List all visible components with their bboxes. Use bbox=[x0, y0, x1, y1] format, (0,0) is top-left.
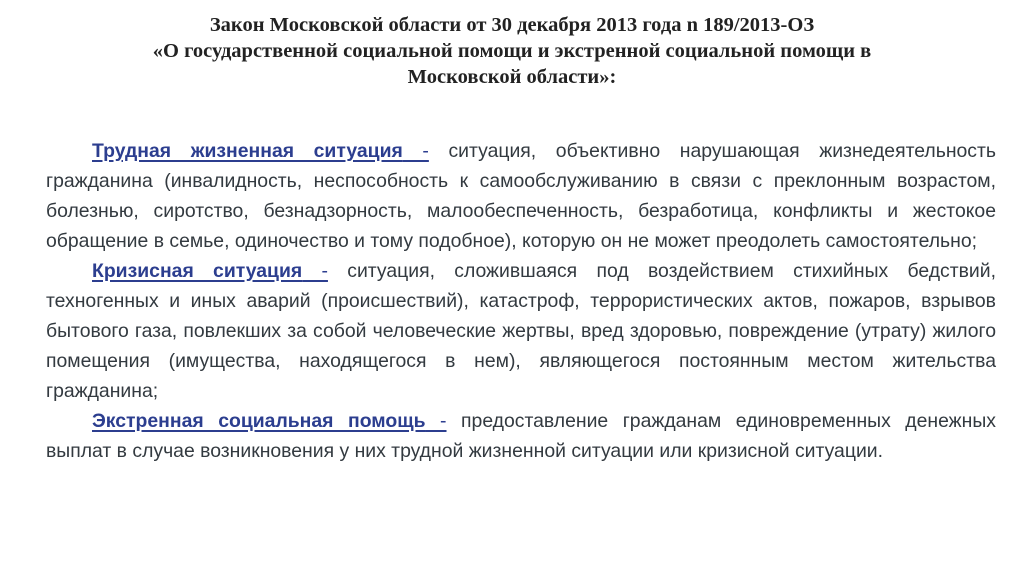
definition-separator: - bbox=[425, 410, 447, 432]
title-line-2: «О государственной социальной помощи и экстренной социальной помощи в bbox=[152, 40, 872, 62]
title-line-1: Закон Московской области от 30 декабря 2013 года n 189/2013-ОЗ bbox=[209, 14, 815, 36]
definition-term: Кризисная ситуация bbox=[92, 260, 303, 282]
definition-text: ситуация, сложившаяся под воздействием стихийных бедствий, техногенных и иных аварий (происшествий), катастроф, террористических актов, пожаров, взрывов бытового газа, повлекших за собой человеческие жертвы, вред здоровью, повреждение (утрату) жилого помещения (имущества, находящегося в нем), являющегося постоянным местом жительства гражданина; bbox=[46, 260, 996, 402]
definition-separator: - bbox=[302, 260, 328, 282]
definition-difficult-life-situation bbox=[46, 136, 996, 256]
definitions-body bbox=[46, 136, 996, 466]
definition-term: Экстренная социальная помощь bbox=[92, 410, 426, 432]
definition-term: Трудная жизненная ситуация bbox=[92, 140, 403, 162]
definition-text: ситуация, объективно нарушающая жизнедеятельность гражданина (инвалидность, неспособность к самообслуживанию в связи с преклонным возрастом, болезнью, сиротство, безнадзорность, малообеспеченность, безработица, конфликты и жестокое обращение в семье, одиночество и тому подобное), которую он не может преодолеть самостоятельно; bbox=[46, 140, 996, 252]
definition-crisis-situation bbox=[46, 256, 996, 406]
document-title bbox=[40, 12, 984, 90]
title-line-3: Московской области»: bbox=[407, 66, 617, 88]
definition-separator: - bbox=[402, 140, 429, 162]
definition-emergency-social-assistance bbox=[46, 406, 996, 466]
definition-text: предоставление гражданам единовременных денежных выплат в случае возникновения у них трудной жизненной ситуации или кризисной ситуации. bbox=[46, 410, 996, 462]
